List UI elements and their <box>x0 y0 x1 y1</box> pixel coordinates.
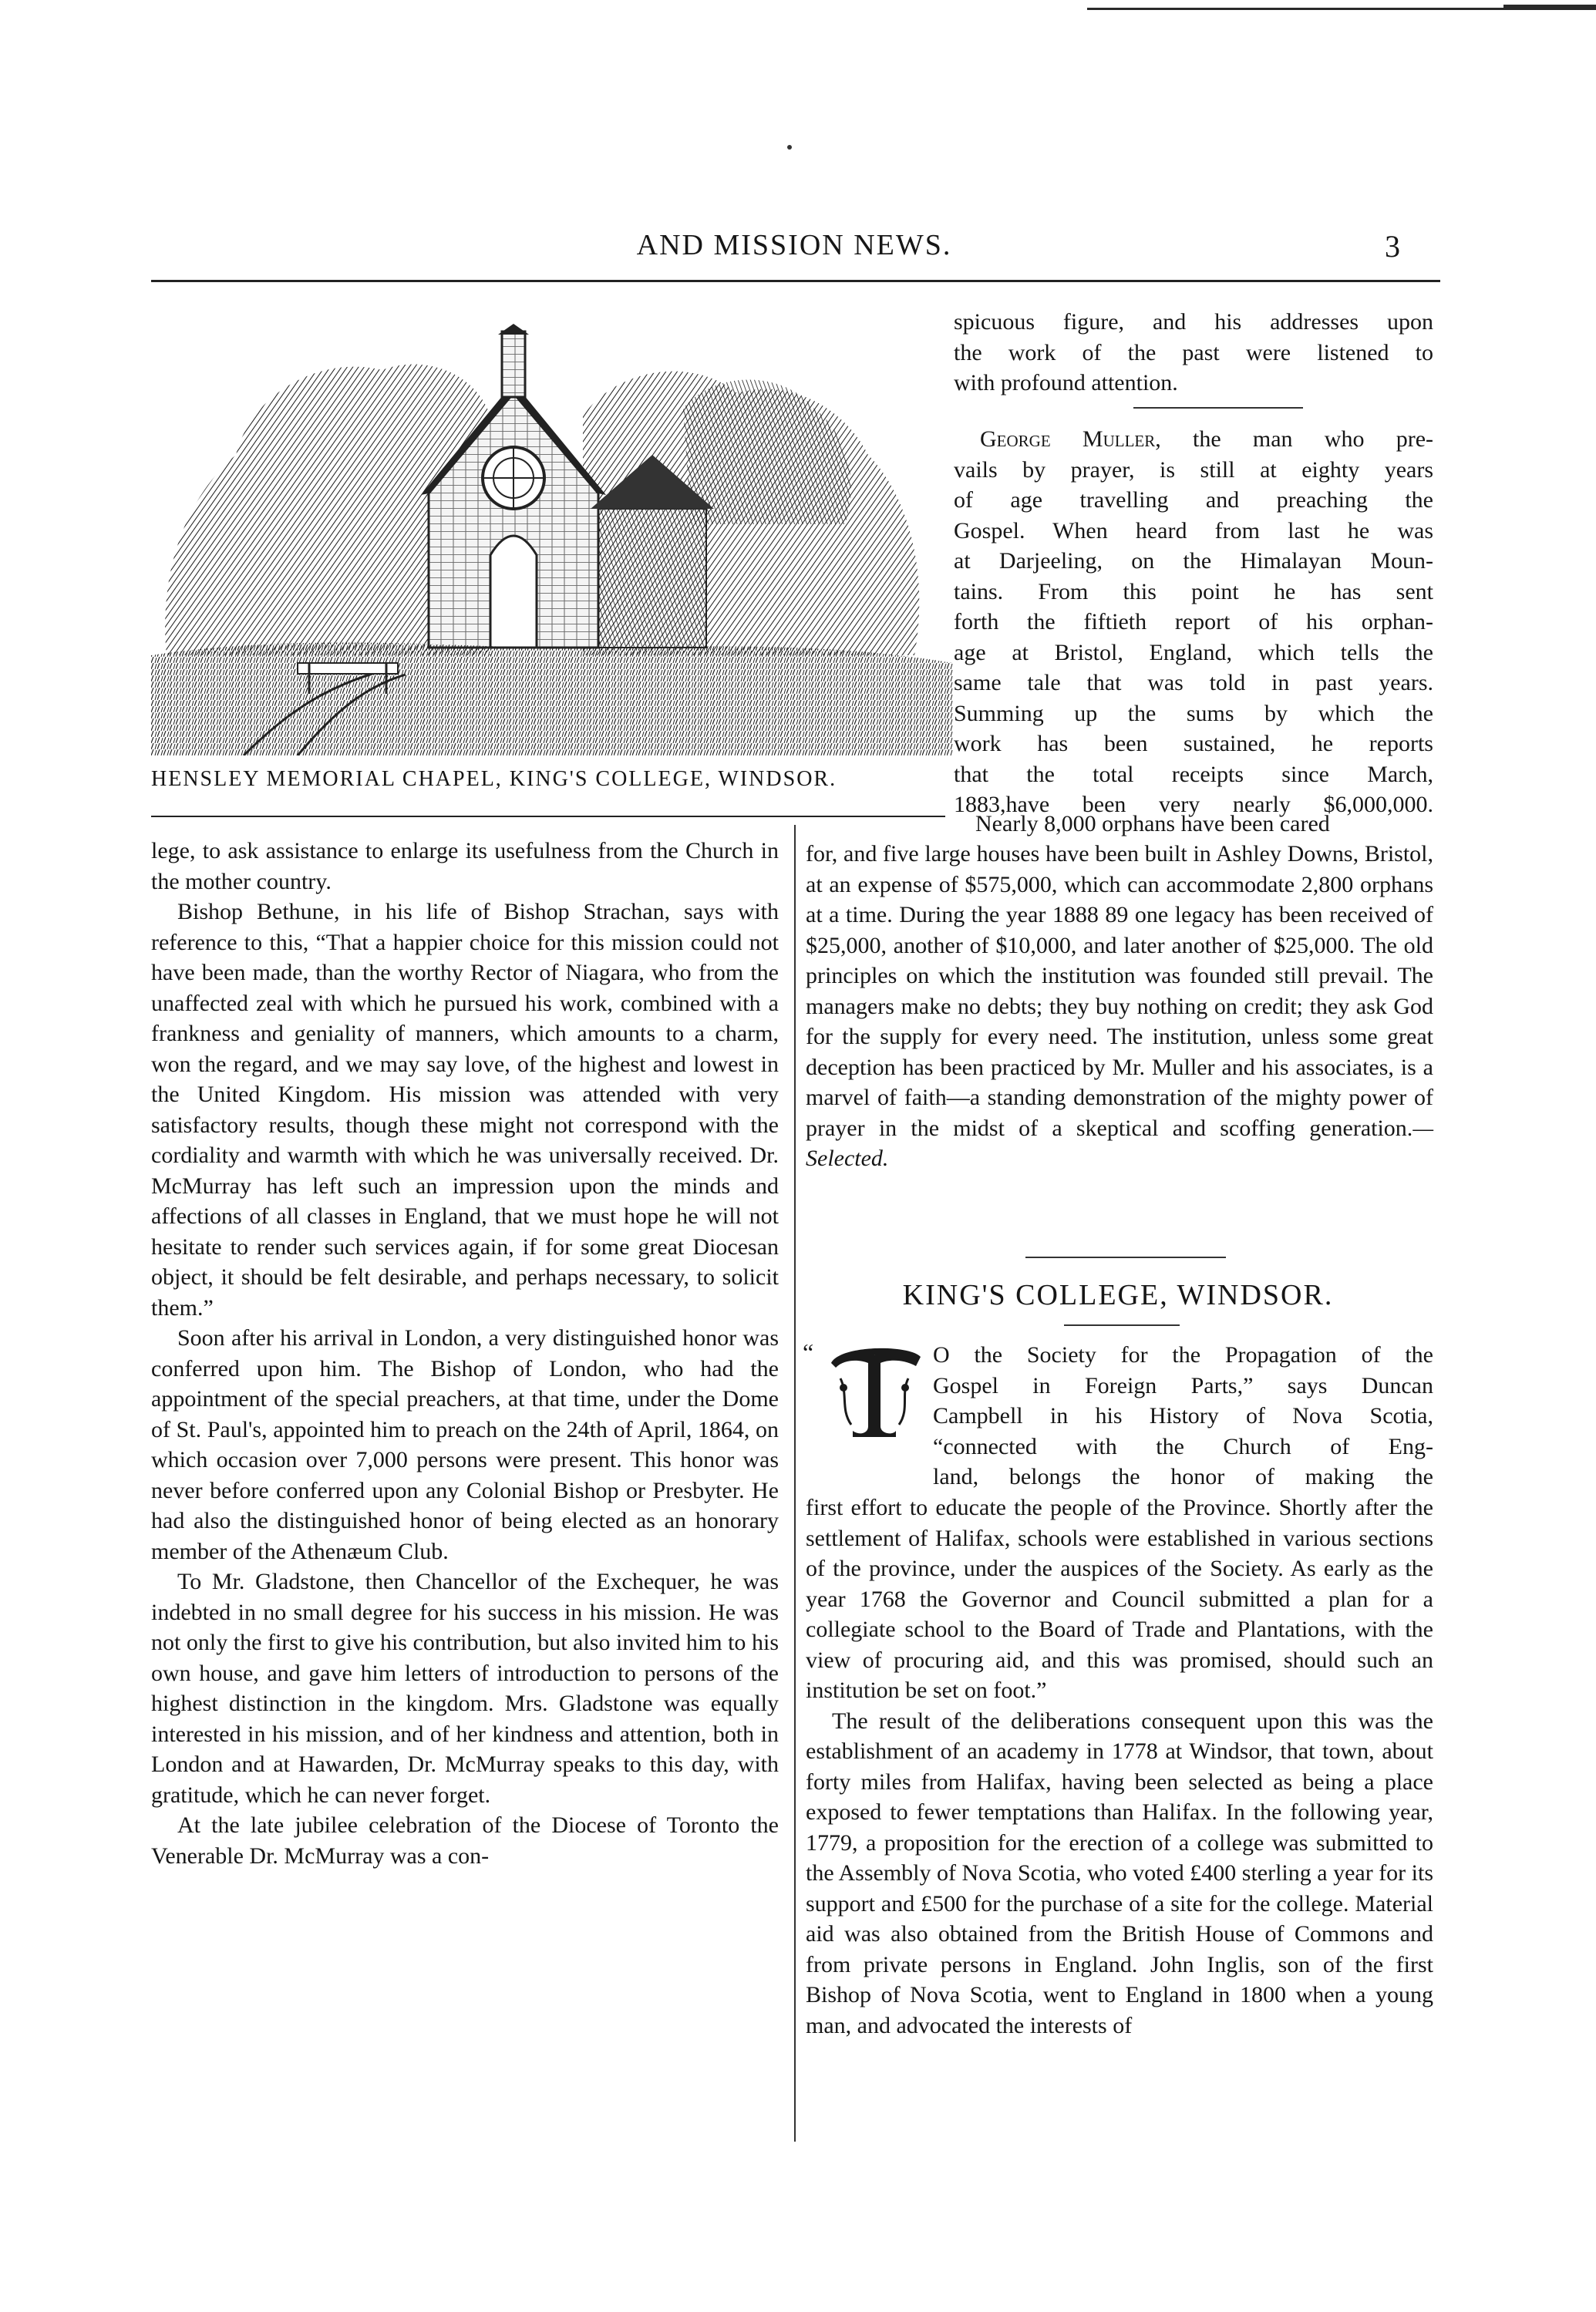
credit: —Selected. <box>806 1115 1433 1171</box>
ground <box>151 642 953 756</box>
line: age at Bristol, England, which tells the <box>954 639 1433 665</box>
line: “connected with the Church of Eng- <box>933 1433 1433 1459</box>
short-rule <box>1025 1257 1226 1258</box>
line-text: , the man who pre- <box>1155 426 1433 452</box>
ink-dot <box>787 145 792 150</box>
section-title: KING'S COLLEGE, WINDSOR. <box>902 1279 1334 1311</box>
line: Campbell in his History of Nova Scotia, <box>933 1403 1433 1429</box>
muller-name: George Muller <box>980 426 1156 452</box>
line: vails by prayer, is still at eighty years <box>954 456 1433 483</box>
drop-cap-lines <box>933 1340 1433 1493</box>
right-top-column <box>954 307 1433 399</box>
paragraph: To Mr. Gladstone, then Chancellor of the Exchequer, he was indebted in no small degree for his success in his mission. He was not only the first to give his contribution, but also invited him to his own house, and gave him letters of introduction to persons of the highest distinction in the kingdom. Mrs. Gladstone was equally interested in his mission, and of her kindness and attention, both in London and at Hawarden, Dr. McMurray speaks to this day, with gratitude, which he can never forget. <box>151 1569 779 1808</box>
line: with profound attention. <box>954 370 1178 395</box>
right-column <box>806 839 1433 1174</box>
line: same tale that was told in past years. <box>954 670 1433 695</box>
paragraph: Bishop Bethune, in his life of Bishop Strachan, says with reference to this, “That a happier choice for this mission could not have been made, than the worthy Rector of Niagara, who from the unaffected zeal with which he pursued his work, combined with a frankness and geniality of manners, which amounts to a charm, won the regard, and we may say love, of the highest and lowest in the United Kingdom. His mission was attended with very satisfactory results, though these might not correspond with the cordiality and warmth with which he was universally received. Dr. McMurray has left such an impression upon the minds and affections of all classes in England, that we must hope he will not hesitate to render such services again, if for some great Diocesan object, it should be felt desirable, and perhaps necessary, to solicit them.” <box>151 899 779 1321</box>
line: work has been sustained, he reports <box>954 731 1433 756</box>
line: forth the fiftieth report of his orphan- <box>954 609 1433 634</box>
line: Gospel. When heard from last he was <box>954 517 1433 544</box>
open-quote: “ <box>803 1338 814 1366</box>
muller-paragraph <box>954 424 1433 820</box>
drop-cap-letter: T <box>874 1355 875 1356</box>
paragraph: The result of the deliberations consequent upon this was the establishment of an academy in 1778 at Windsor, that town, about forty miles from Halifax, having been selected as being a place exposed to fewer temptations than Halifax. In the following year, 1779, a proposition for the erection of a college was submitted to the Assembly of Nova Scotia, who voted £400 sterling a year for its support and £500 for the purchase of a site for the college. Material aid was also obtained from the British House of Commons and from private persons in England. John Inglis, son of the first Bishop of Nova Scotia, went to England in 1800 when a young man, and advocated the interests of <box>806 1708 1434 2038</box>
column-divider <box>794 825 796 2142</box>
line: land, belongs the honor of making the <box>933 1464 1433 1489</box>
line: the work of the past were listened to <box>954 339 1433 365</box>
header-rule <box>151 280 1440 282</box>
short-rule <box>1133 407 1303 409</box>
line: that the total receipts since March, <box>954 761 1433 787</box>
line: of age travelling and preaching the <box>954 487 1433 513</box>
page-number: 3 <box>1385 229 1400 264</box>
chapel-engraving <box>151 324 953 756</box>
decorated-drop-cap <box>825 1340 925 1439</box>
muller-continuation <box>813 809 1433 840</box>
paragraph: Soon after his arrival in London, a very distinguished honor was conferred upon him. The Bishop of London, who had the appointment of the special preachers, at that time, under the Dome of St. Paul's, appointed him to preach on the 24th of April, 1864, on which occasion over 7,000 persons were present. This honor was never before conferred upon any Colonial Bishop or Presbyter. He had also the distinguished honor of being elected as an honorary member of the Athenæum Club. <box>151 1325 779 1564</box>
left-column <box>151 836 779 1871</box>
line: spicuous figure, and his addresses upon <box>954 309 1433 335</box>
line: Nearly 8,000 orphans have been cared <box>975 811 1330 836</box>
paragraph: first effort to educate the people of the Province. Shortly after the settlement of Halifax, schools were established in various sections of the province, under the auspices of the Society. As early as the year 1768 the Governor and Council submitted a plan for a collegiate school to the Board of Trade and Plantations, with the view of procuring aid, and this was promised, should such an institution be set on foot.” <box>806 1495 1433 1703</box>
line: tains. From this point he has sent <box>954 578 1433 604</box>
paragraph-text: for, and five large houses have been built in Ashley Downs, Bristol, at an expense of $575,000, which can accommodate 2,800 orphans at a time. During the year 1888 89 one legacy has been received of $25,000, another of $10,000, and later another of $25,000. The old principles on which the institution was founded still prevail. The managers make no debts; they buy nothing on credit; they ask God for the supply for every need. The institution, unless some great deception has been practiced by Mr. Muller and his associates, is a marvel of faith—a standing demonstration of the mighty power of prayer in the midst of a skeptical and scoffing generation. <box>806 841 1433 1141</box>
paragraph: At the late jubilee celebration of the Diocese of Toronto the Venerable Dr. McMurray was a con- <box>151 1812 779 1869</box>
top-border-rule-thick <box>1503 5 1596 10</box>
line: 1883,have been very nearly $6,000,000. <box>954 792 1433 817</box>
right-column-lower <box>806 1493 1433 2041</box>
line: at Darjeeling, on the Himalayan Moun- <box>954 548 1433 574</box>
top-border-rule <box>1087 8 1503 10</box>
running-head: AND MISSION NEWS. <box>636 229 952 261</box>
paragraph <box>806 839 1433 1174</box>
line: Gospel in Foreign Parts,” says Duncan <box>933 1372 1433 1398</box>
line: Summing up the sums by which the <box>954 700 1433 726</box>
short-rule <box>1064 1324 1180 1326</box>
illustration-caption: HENSLEY MEMORIAL CHAPEL, KING'S COLLEGE, WINDSOR. <box>151 767 837 791</box>
line: O the Society for the Propagation of the <box>933 1342 1433 1368</box>
paragraph: lege, to ask assistance to enlarge its usefulness from the Church in the mother country. <box>151 838 779 894</box>
line <box>954 424 1433 455</box>
